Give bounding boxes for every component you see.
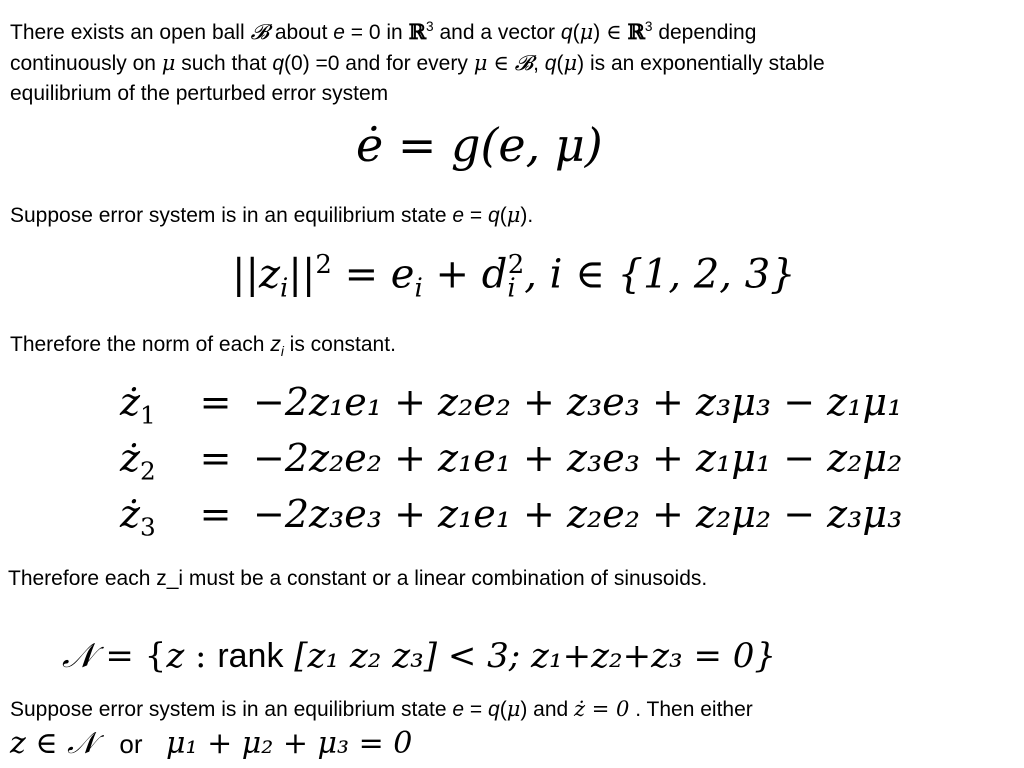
intro-line-1: There exists an open ball 𝓑 about e = 0 in ℝ$^3$ and a vector q(μ) ∈ ℝ$^3$ depending (10, 19, 757, 44)
sinusoid-statement: Therefore each z_i must be a constant or a linear combination of sinusoids. (8, 567, 708, 590)
set-N-definition: 𝒩 = {z : rank [z₁ z₂ z₃] < 3; z₁+z₂+z₃ = 0} (62, 636, 777, 676)
final-equilibrium-statement: Suppose error system is in an equilibrium state e = q(μ) and ż = 0 . Then either (10, 697, 753, 721)
conclusion-line: z ∈ 𝒩 or μ₁ + μ₂ + μ₃ = 0 (10, 726, 413, 761)
intro-paragraph (10, 12, 1010, 109)
system-row-1: $ż_1 = -2z_1e_1 + z_2e_2 + z_3e_3 + z_3\mu_3 - z_1\mu_1$ (120, 380, 903, 430)
system-row-3: $ż_3 = -2z_3e_3 + z_1e_1 + z_2e_2 + z_2\mu_2 - z_3\mu_3$ (120, 492, 903, 542)
norm-equation: $||z_i||^2 = e_i + d_i^2$, i ∈ {1, 2, 3} (232, 250, 796, 304)
system-row-2: $ż_2 = -2z_2e_2 + z_1e_1 + z_3e_3 + z_1\mu_1 - z_2\mu_2$ (120, 436, 903, 486)
norm-constant-statement: Therefore the norm of each $z_i$ is constant. (10, 333, 396, 360)
perturbed-system-equation: ė = g(e, μ) (356, 118, 603, 172)
intro-line-2: continuously on μ such that q(0) =0 and for every μ ∈ 𝓑, q(μ) is an exponentially stable (10, 51, 825, 75)
equilibrium-statement: Suppose error system is in an equilibrium state e = q(μ). (10, 203, 534, 227)
intro-line-3: equilibrium of the perturbed error system (10, 82, 389, 105)
